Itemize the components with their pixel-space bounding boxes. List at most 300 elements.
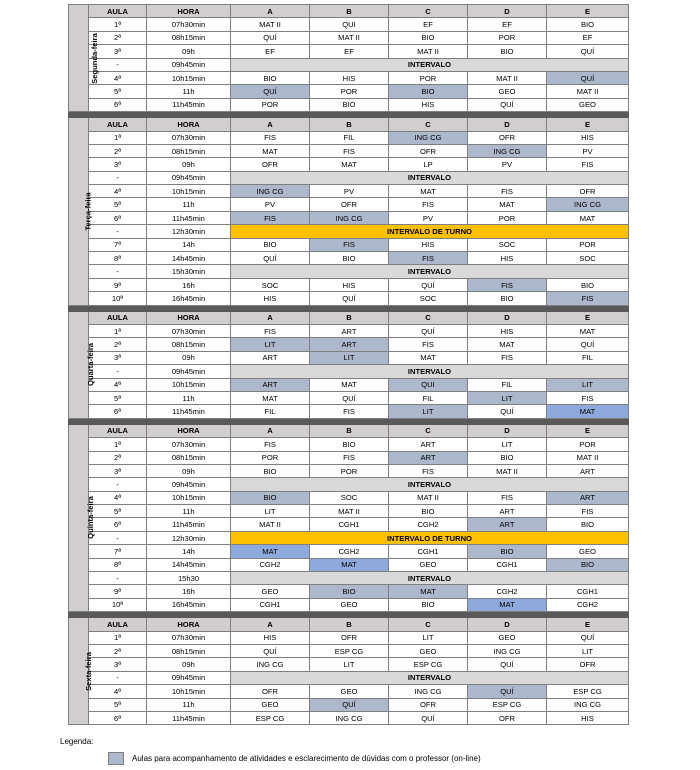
subject-cell: QUÍ	[547, 45, 629, 58]
lesson-number: 1ª	[89, 631, 147, 644]
subject-cell: ING CG	[389, 685, 468, 698]
subject-cell: GEO	[389, 644, 468, 657]
subject-cell: QUÍ	[389, 278, 468, 291]
lesson-row	[69, 685, 629, 698]
subject-cell: HIS	[468, 324, 547, 337]
class-schedule-table	[68, 4, 629, 725]
subject-cell: ESP CG	[231, 711, 310, 724]
lesson-row	[69, 598, 629, 611]
column-header-aula: AULA	[89, 5, 147, 18]
lesson-number: 3ª	[89, 658, 147, 671]
subject-cell: HIS	[389, 238, 468, 251]
subject-cell: BIO	[231, 71, 310, 84]
subject-cell: ESP CG	[547, 685, 629, 698]
subject-cell: FIS	[468, 278, 547, 291]
lesson-time: 11h45min	[147, 211, 231, 224]
lesson-number: -	[89, 572, 147, 585]
subject-cell: MAT	[389, 585, 468, 598]
column-header-b: B	[310, 5, 389, 18]
lesson-row	[69, 711, 629, 724]
lesson-number: 6ª	[89, 518, 147, 531]
lesson-time: 11h45min	[147, 98, 231, 111]
lesson-row	[69, 378, 629, 391]
subject-cell: MAT II	[468, 71, 547, 84]
subject-cell: ART	[547, 491, 629, 504]
subject-cell: EF	[310, 45, 389, 58]
subject-cell: MAT II	[389, 491, 468, 504]
subject-cell: OFR	[468, 711, 547, 724]
subject-cell: MAT II	[231, 518, 310, 531]
subject-cell: ING CG	[468, 644, 547, 657]
subject-cell: MAT	[231, 545, 310, 558]
subject-cell: BIO	[389, 505, 468, 518]
subject-cell: FIS	[310, 405, 389, 418]
column-header-b: B	[310, 311, 389, 324]
subject-cell: ING CG	[389, 131, 468, 144]
subject-cell: ING CG	[547, 698, 629, 711]
subject-cell: LP	[389, 158, 468, 171]
lesson-time: 14h	[147, 545, 231, 558]
subject-cell: OFR	[389, 144, 468, 157]
column-header-hora: HORA	[147, 118, 231, 131]
lesson-row	[69, 292, 629, 305]
subject-cell: EF	[389, 18, 468, 31]
subject-cell: GEO	[547, 545, 629, 558]
subject-cell: CGH1	[310, 518, 389, 531]
subject-cell: EF	[547, 31, 629, 44]
lesson-row	[69, 698, 629, 711]
subject-cell: MAT	[547, 211, 629, 224]
column-header-d: D	[468, 311, 547, 324]
subject-cell: HIS	[231, 292, 310, 305]
subject-cell: GEO	[310, 598, 389, 611]
break-label: INTERVALO	[231, 365, 629, 378]
lesson-row	[69, 18, 629, 31]
subject-cell: CGH2	[231, 558, 310, 571]
subject-cell: ING CG	[231, 658, 310, 671]
lesson-row	[69, 451, 629, 464]
lesson-time: 11h45min	[147, 711, 231, 724]
break-row	[69, 265, 629, 278]
subject-cell: QUÍ	[231, 31, 310, 44]
subject-cell: FIS	[468, 185, 547, 198]
subject-cell: MAT II	[231, 18, 310, 31]
lesson-number: 1ª	[89, 131, 147, 144]
lesson-time: 10h15min	[147, 378, 231, 391]
column-header-a: A	[231, 618, 310, 631]
lesson-time: 07h30min	[147, 438, 231, 451]
subject-cell: FIS	[468, 491, 547, 504]
lesson-time: 09h	[147, 464, 231, 477]
lesson-row	[69, 98, 629, 111]
lesson-number: 2ª	[89, 31, 147, 44]
lesson-time: 11h	[147, 391, 231, 404]
subject-cell: FIS	[547, 158, 629, 171]
column-header-e: E	[547, 618, 629, 631]
column-header-c: C	[389, 424, 468, 437]
lesson-time: 16h45min	[147, 598, 231, 611]
lesson-row	[69, 238, 629, 251]
subject-cell: QUÍ	[547, 631, 629, 644]
subject-cell: ART	[310, 338, 389, 351]
lesson-time: 09h45min	[147, 478, 231, 491]
column-header-d: D	[468, 618, 547, 631]
day-name: Terça-feira	[83, 192, 93, 231]
subject-cell: MAT	[310, 558, 389, 571]
lesson-time: 11h	[147, 85, 231, 98]
subject-cell: MAT	[468, 338, 547, 351]
subject-cell: GEO	[231, 698, 310, 711]
column-header-c: C	[389, 5, 468, 18]
subject-cell: QUÍ	[468, 685, 547, 698]
subject-cell: BIO	[547, 518, 629, 531]
lesson-row	[69, 405, 629, 418]
subject-cell: FIS	[389, 464, 468, 477]
subject-cell: HIS	[231, 631, 310, 644]
lesson-row	[69, 491, 629, 504]
lesson-number: 5ª	[89, 505, 147, 518]
day-label	[69, 5, 99, 112]
subject-cell: BIO	[231, 491, 310, 504]
subject-cell: FIS	[231, 211, 310, 224]
lesson-number: 3ª	[89, 351, 147, 364]
lesson-time: 15h30	[147, 572, 231, 585]
lesson-time: 09h	[147, 158, 231, 171]
lesson-number: 6ª	[89, 711, 147, 724]
column-header-e: E	[547, 118, 629, 131]
subject-cell: PV	[468, 158, 547, 171]
subject-cell: ING CG	[310, 711, 389, 724]
day-label	[69, 311, 96, 418]
subject-cell: MAT	[468, 198, 547, 211]
break-row	[69, 572, 629, 585]
column-header-a: A	[231, 5, 310, 18]
subject-cell: BIO	[231, 464, 310, 477]
subject-cell: QUÍ	[468, 405, 547, 418]
break-label: INTERVALO	[231, 58, 629, 71]
subject-cell: QUÍ	[310, 391, 389, 404]
subject-cell: POR	[231, 98, 310, 111]
subject-cell: BIO	[547, 278, 629, 291]
shift-break-label: INTERVALO DE TURNO	[231, 531, 629, 544]
subject-cell: POR	[389, 71, 468, 84]
day-name: Quinta-feira	[85, 496, 95, 540]
subject-cell: QUÍ	[547, 71, 629, 84]
subject-cell: MAT II	[468, 464, 547, 477]
lesson-row	[69, 545, 629, 558]
subject-cell: MAT	[389, 185, 468, 198]
subject-cell: MAT	[389, 351, 468, 364]
subject-cell: OFR	[389, 698, 468, 711]
lesson-time: 10h15min	[147, 185, 231, 198]
subject-cell: LIT	[468, 391, 547, 404]
subject-cell: SOC	[468, 238, 547, 251]
subject-cell: OFR	[231, 158, 310, 171]
lesson-row	[69, 71, 629, 84]
subject-cell: LIT	[547, 644, 629, 657]
subject-cell: SOC	[547, 252, 629, 265]
column-header-aula: AULA	[89, 118, 147, 131]
lesson-number: -	[89, 225, 147, 238]
subject-cell: QUÍ	[547, 338, 629, 351]
subject-cell: POR	[310, 464, 389, 477]
column-header-c: C	[389, 618, 468, 631]
subject-cell: SOC	[231, 278, 310, 291]
lesson-number: 1ª	[89, 438, 147, 451]
break-label: INTERVALO	[231, 265, 629, 278]
subject-cell: MAT	[231, 391, 310, 404]
column-header-aula: AULA	[89, 618, 147, 631]
subject-cell: BIO	[310, 585, 389, 598]
lesson-time: 08h15min	[147, 451, 231, 464]
lesson-time: 16h	[147, 278, 231, 291]
subject-cell: CGH2	[310, 545, 389, 558]
shift-break-label: INTERVALO DE TURNO	[231, 225, 629, 238]
subject-cell: ART	[468, 518, 547, 531]
subject-cell: QUÍ	[231, 644, 310, 657]
legend-swatch	[108, 752, 124, 765]
lesson-number: 7ª	[89, 545, 147, 558]
subject-cell: MAT II	[310, 31, 389, 44]
subject-cell: ESP CG	[389, 658, 468, 671]
column-header-d: D	[468, 5, 547, 18]
subject-cell: FIS	[231, 324, 310, 337]
lesson-row	[69, 351, 629, 364]
column-header-e: E	[547, 311, 629, 324]
subject-cell: EF	[231, 45, 310, 58]
lesson-number: 6ª	[89, 98, 147, 111]
break-label: INTERVALO	[231, 572, 629, 585]
column-header-hora: HORA	[147, 311, 231, 324]
subject-cell: SOC	[389, 292, 468, 305]
lesson-number: 1ª	[89, 18, 147, 31]
lesson-number: 2ª	[89, 338, 147, 351]
subject-cell: QUÍ	[231, 85, 310, 98]
column-header-a: A	[231, 118, 310, 131]
lesson-row	[69, 45, 629, 58]
header-row	[69, 311, 629, 324]
lesson-time: 09h45min	[147, 171, 231, 184]
lesson-row	[69, 644, 629, 657]
subject-cell: HIS	[468, 252, 547, 265]
lesson-number: -	[89, 58, 147, 71]
subject-cell: LIT	[231, 505, 310, 518]
header-row	[69, 118, 629, 131]
subject-cell: CGH1	[231, 598, 310, 611]
subject-cell: FIL	[468, 378, 547, 391]
lesson-time: 08h15min	[147, 338, 231, 351]
subject-cell: GEO	[231, 585, 310, 598]
subject-cell: MAT II	[310, 505, 389, 518]
day-label	[69, 424, 95, 611]
lesson-number: 7ª	[89, 238, 147, 251]
lesson-number: -	[89, 365, 147, 378]
subject-cell: LIT	[547, 378, 629, 391]
schedule-container	[68, 4, 628, 725]
lesson-row	[69, 144, 629, 157]
subject-cell: FIS	[310, 144, 389, 157]
header-row	[69, 424, 629, 437]
column-header-c: C	[389, 311, 468, 324]
break-row	[69, 531, 629, 544]
subject-cell: FIS	[310, 451, 389, 464]
lesson-row	[69, 631, 629, 644]
subject-cell: PV	[547, 144, 629, 157]
break-row	[69, 58, 629, 71]
lesson-time: 14h45min	[147, 252, 231, 265]
break-row	[69, 478, 629, 491]
lesson-number: -	[89, 265, 147, 278]
lesson-time: 14h45min	[147, 558, 231, 571]
subject-cell: MAT	[231, 144, 310, 157]
subject-cell: BIO	[389, 85, 468, 98]
subject-cell: HIS	[310, 71, 389, 84]
subject-cell: QUÍ	[310, 698, 389, 711]
lesson-number: 8ª	[89, 252, 147, 265]
subject-cell: ART	[231, 351, 310, 364]
column-header-d: D	[468, 118, 547, 131]
column-header-hora: HORA	[147, 5, 231, 18]
subject-cell: QUÍ	[231, 252, 310, 265]
subject-cell: ART	[389, 438, 468, 451]
lesson-number: 2ª	[89, 144, 147, 157]
subject-cell: FIL	[231, 405, 310, 418]
column-header-b: B	[310, 118, 389, 131]
subject-cell: HIS	[310, 278, 389, 291]
subject-cell: BIO	[389, 31, 468, 44]
lesson-row	[69, 464, 629, 477]
subject-cell: QUÍ	[310, 292, 389, 305]
subject-cell: MAT II	[547, 85, 629, 98]
lesson-number: 8ª	[89, 558, 147, 571]
lesson-time: 07h30min	[147, 631, 231, 644]
lesson-row	[69, 31, 629, 44]
subject-cell: BIO	[310, 98, 389, 111]
subject-cell: FIS	[468, 351, 547, 364]
lesson-number: -	[89, 478, 147, 491]
lesson-time: 11h	[147, 198, 231, 211]
lesson-number: 9ª	[89, 278, 147, 291]
subject-cell: ART	[468, 505, 547, 518]
subject-cell: MAT	[468, 598, 547, 611]
lesson-time: 11h	[147, 698, 231, 711]
break-label: INTERVALO	[231, 171, 629, 184]
column-header-hora: HORA	[147, 424, 231, 437]
lesson-row	[69, 438, 629, 451]
lesson-row	[69, 131, 629, 144]
lesson-number: -	[89, 671, 147, 684]
day-name: Quarta-feira	[86, 343, 96, 387]
lesson-row	[69, 585, 629, 598]
header-row	[69, 618, 629, 631]
subject-cell: SOC	[310, 491, 389, 504]
column-header-a: A	[231, 424, 310, 437]
lesson-number: 4ª	[89, 378, 147, 391]
subject-cell: FIS	[310, 238, 389, 251]
lesson-row	[69, 558, 629, 571]
lesson-time: 10h15min	[147, 685, 231, 698]
subject-cell: POR	[468, 211, 547, 224]
lesson-number: 1ª	[89, 324, 147, 337]
subject-cell: CGH1	[547, 585, 629, 598]
lesson-row	[69, 198, 629, 211]
lesson-number: 4ª	[89, 71, 147, 84]
subject-cell: ART	[389, 451, 468, 464]
subject-cell: FIL	[389, 391, 468, 404]
column-header-aula: AULA	[89, 424, 147, 437]
subject-cell: OFR	[547, 185, 629, 198]
column-header-hora: HORA	[147, 618, 231, 631]
subject-cell: PV	[231, 198, 310, 211]
lesson-row	[69, 278, 629, 291]
lesson-time: 11h45min	[147, 518, 231, 531]
subject-cell: OFR	[310, 198, 389, 211]
lesson-time: 09h	[147, 351, 231, 364]
lesson-time: 16h	[147, 585, 231, 598]
lesson-time: 09h45min	[147, 58, 231, 71]
subject-cell: GEO	[389, 558, 468, 571]
subject-cell: BIO	[468, 45, 547, 58]
subject-cell: OFR	[547, 658, 629, 671]
lesson-number: 9ª	[89, 585, 147, 598]
subject-cell: CGH2	[389, 518, 468, 531]
subject-cell: QUÍ	[468, 658, 547, 671]
lesson-number: 3ª	[89, 464, 147, 477]
subject-cell: FIS	[547, 505, 629, 518]
lesson-number: 5ª	[89, 198, 147, 211]
subject-cell: FIS	[547, 292, 629, 305]
day-name: Segunda-feira	[89, 32, 99, 84]
subject-cell: QUÍ	[389, 324, 468, 337]
lesson-time: 08h15min	[147, 31, 231, 44]
legend	[60, 737, 481, 765]
lesson-row	[69, 518, 629, 531]
break-row	[69, 225, 629, 238]
subject-cell: ART	[310, 324, 389, 337]
lesson-time: 08h15min	[147, 144, 231, 157]
break-row	[69, 671, 629, 684]
subject-cell: POR	[547, 438, 629, 451]
subject-cell: CGH2	[547, 598, 629, 611]
subject-cell: OFR	[310, 631, 389, 644]
lesson-number: 6ª	[89, 211, 147, 224]
column-header-e: E	[547, 424, 629, 437]
subject-cell: ART	[547, 464, 629, 477]
subject-cell: ESP CG	[310, 644, 389, 657]
subject-cell: ESP CG	[468, 698, 547, 711]
subject-cell: MAT	[310, 378, 389, 391]
lesson-time: 14h	[147, 238, 231, 251]
subject-cell: BIO	[547, 558, 629, 571]
subject-cell: MAT II	[547, 451, 629, 464]
column-header-d: D	[468, 424, 547, 437]
subject-cell: EF	[468, 18, 547, 31]
subject-cell: GEO	[468, 631, 547, 644]
lesson-time: 08h15min	[147, 644, 231, 657]
break-label: INTERVALO	[231, 478, 629, 491]
lesson-time: 09h	[147, 45, 231, 58]
lesson-time: 16h45min	[147, 292, 231, 305]
lesson-time: 15h30min	[147, 265, 231, 278]
break-row	[69, 365, 629, 378]
subject-cell: QUI	[310, 18, 389, 31]
lesson-time: 11h	[147, 505, 231, 518]
subject-cell: HIS	[547, 711, 629, 724]
subject-cell: LIT	[389, 405, 468, 418]
lesson-number: 2ª	[89, 644, 147, 657]
lesson-time: 12h30min	[147, 531, 231, 544]
subject-cell: POR	[310, 85, 389, 98]
